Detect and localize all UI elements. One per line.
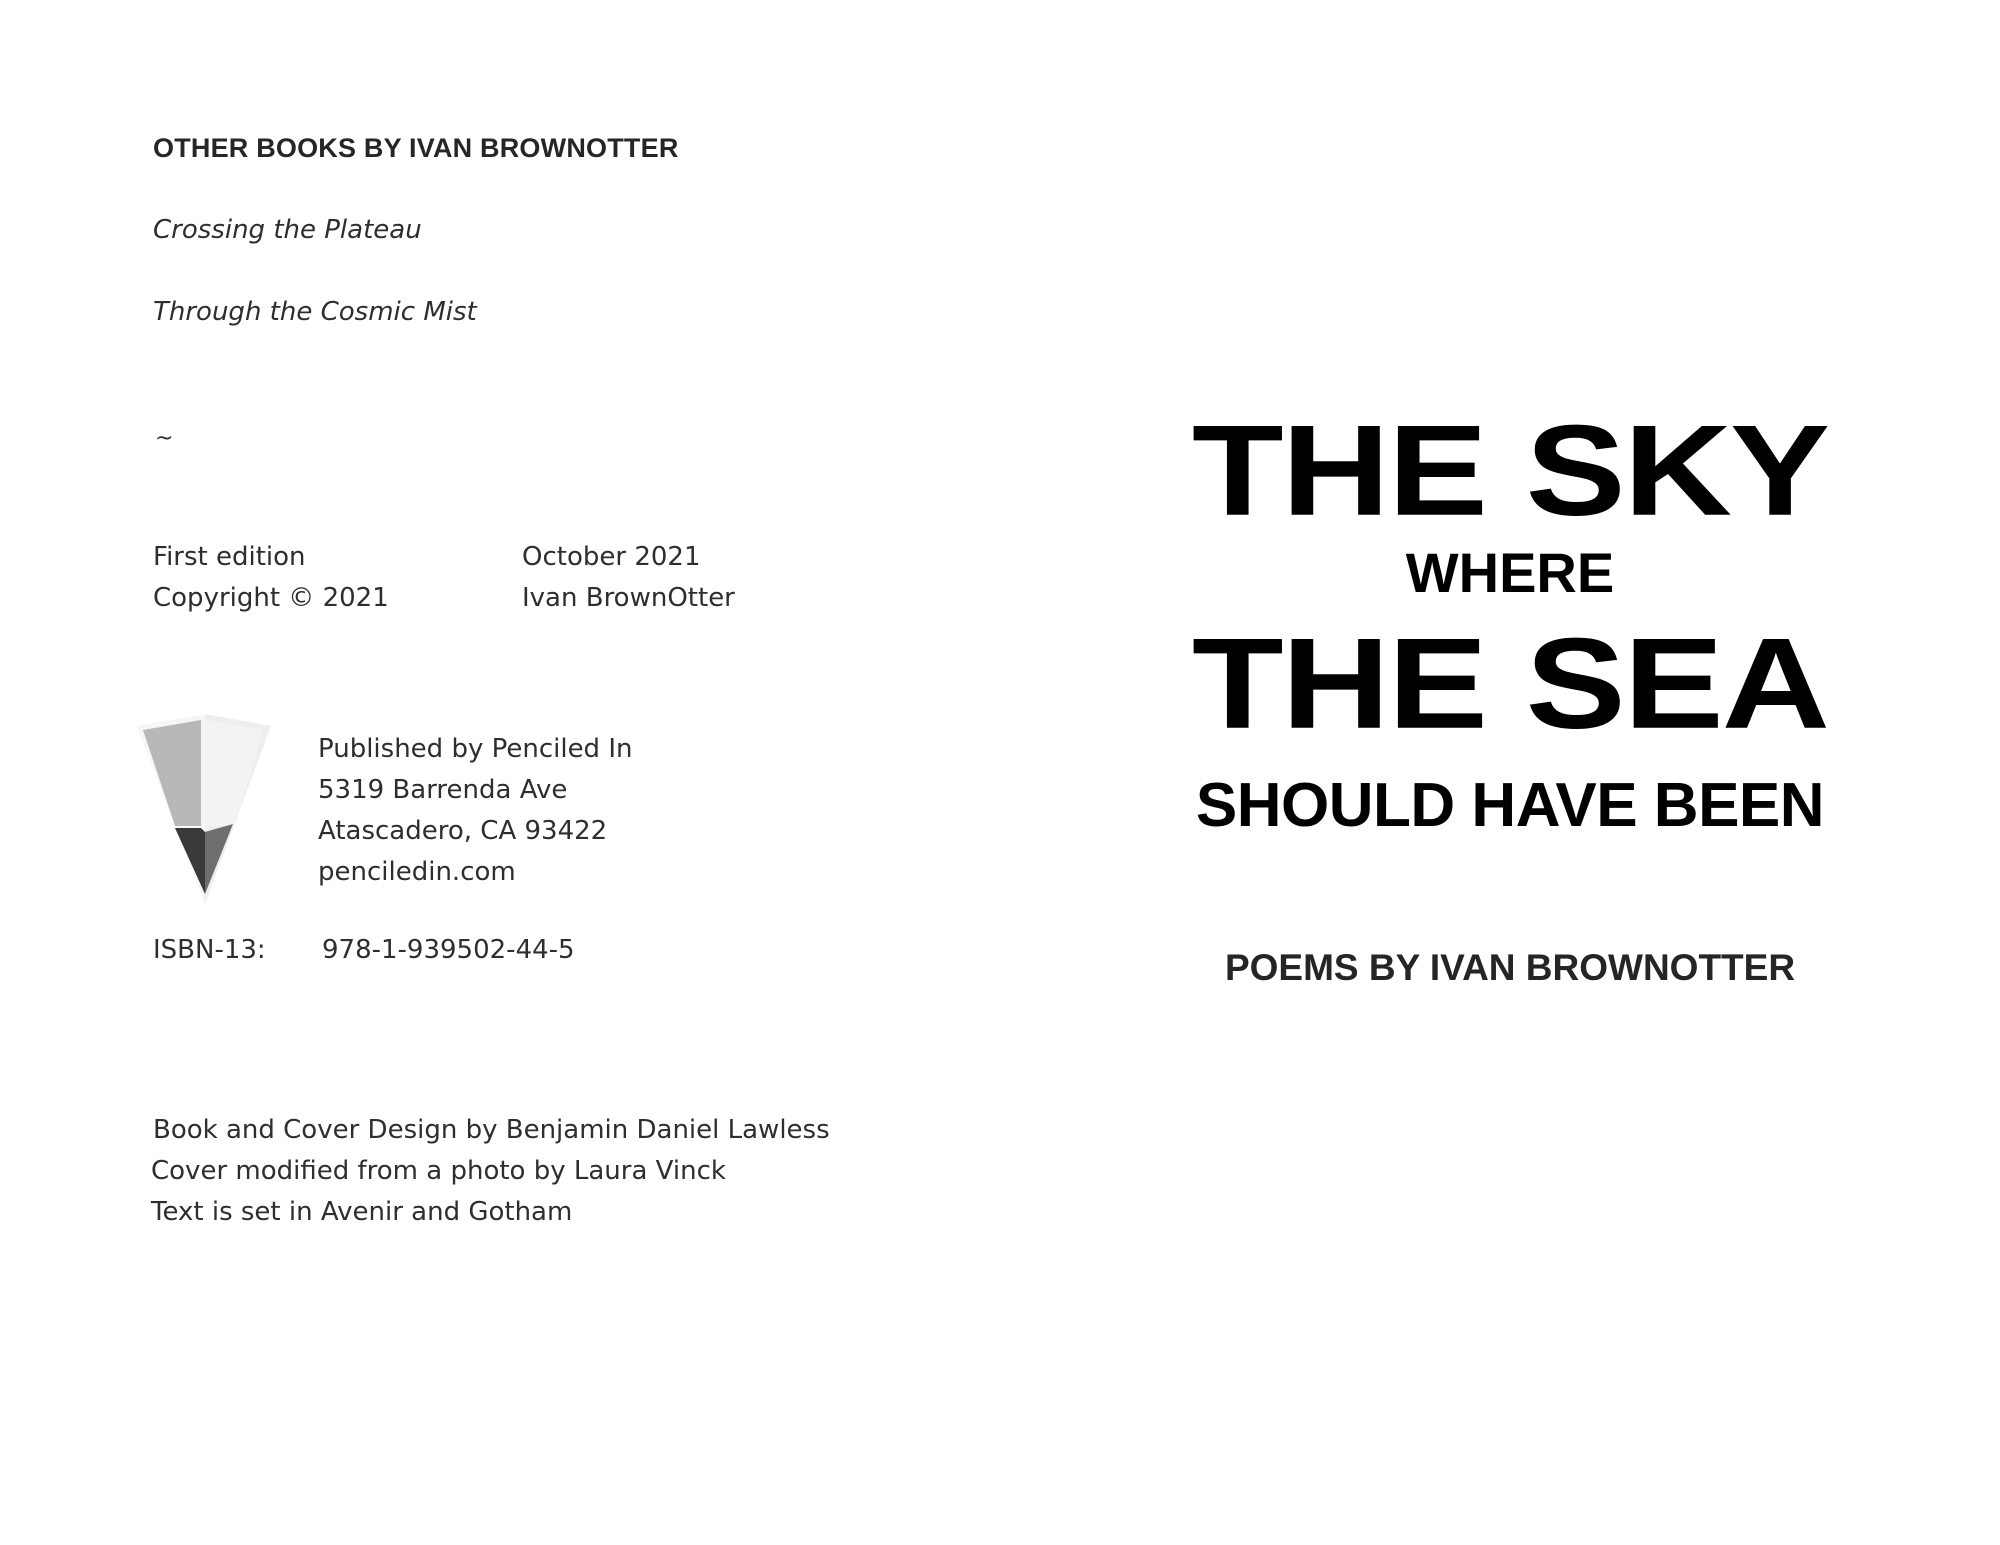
- title-line-should-have-been: SHOULD HAVE BEEN: [1195, 771, 1825, 840]
- title-line-sky: THE SKY: [1191, 397, 1829, 543]
- author-byline: POEMS BY IVAN BROWNOTTER: [1224, 947, 1796, 988]
- publisher-city: Atascadero, CA 93422: [318, 816, 608, 846]
- credit-line: Cover modified from a photo by Laura Vinck: [151, 1156, 726, 1186]
- edition-value: October 2021: [522, 542, 701, 572]
- section-separator: ~: [155, 426, 174, 451]
- other-books-heading: OTHER BOOKS BY IVAN BROWNOTTER: [153, 133, 679, 163]
- publisher-name: Published by Penciled In: [318, 734, 633, 764]
- isbn-value: 978-1-939502-44-5: [322, 935, 575, 965]
- copyright-label: Copyright © 2021: [153, 583, 389, 613]
- publisher-website: penciledin.com: [318, 857, 516, 887]
- credit-line: Book and Cover Design by Benjamin Daniel Lawless: [153, 1115, 830, 1145]
- copyright-value: Ivan BrownOtter: [522, 583, 735, 613]
- isbn-label: ISBN-13:: [153, 935, 266, 965]
- title-line-where: WHERE: [1405, 541, 1615, 604]
- edition-label: First edition: [153, 542, 306, 572]
- other-book-title: Crossing the Plateau: [153, 215, 422, 245]
- other-book-title: Through the Cosmic Mist: [153, 297, 477, 327]
- title-line-sea: THE SEA: [1191, 610, 1829, 756]
- publisher-street: 5319 Barrenda Ave: [318, 775, 568, 805]
- credit-line: Text is set in Avenir and Gotham: [151, 1197, 573, 1227]
- pencil-tip-logo-icon: [133, 708, 273, 908]
